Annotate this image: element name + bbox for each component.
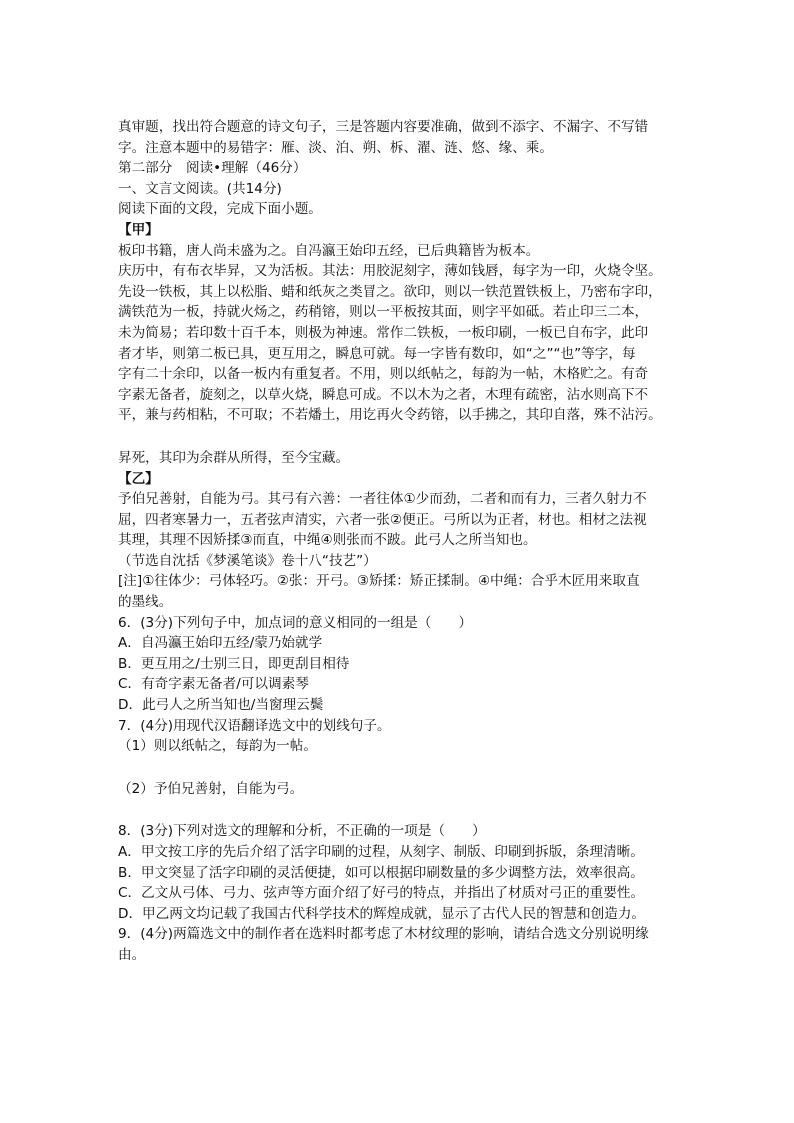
subsection-heading: 一、文言文阅读。(共14分) [118,180,282,197]
passage-jia-label: 【甲】 [118,221,159,238]
question-8-option-a: A．甲文按工序的先后介绍了活字印刷的过程，从刻字、制版、印刷到拆版，条理清晰。 [118,844,644,860]
question-6-option-a: A．自冯瀛王始印五经/蒙乃始就学 [118,635,323,652]
blank-line [118,757,680,779]
intro-line-2: 字。注意本题中的易错字：雁、淡、泊、朔、柝、濯、涟、悠、缘、乘。 [118,139,553,156]
passage-jia-line: 平，兼与药相粘，不可取；不若燔土，用讫再火令药镕，以手拂之，其印自落，殊不沾污。 [118,407,662,424]
document-page [118,117,680,966]
section-heading: 第二部分 阅读•理解（46分） [118,160,307,177]
question-6-option-d: D．此弓人之所当知也/当窗理云鬓 [118,697,324,714]
question-7-part-1: （1）则以纸帖之，每韵为一帖。 [118,738,317,755]
passage-yi-line: 予伯兄善射，自能为弓。其弓有六善：一者往体①少而劲，二者和而有力，三者久射力不 [118,491,647,508]
question-9-stem: 9．(4分)两篇选文中的制作者在选料时都考虑了木材纹理的影响，请结合选文分别说明缘 [118,926,649,943]
passage-jia-line: 板印书籍，唐人尚未盛为之。自冯瀛王始印五经，已后典籍皆为板本。 [118,242,540,259]
question-7-stem: 7．(4分)用现代汉语翻译选文中的划线句子。 [118,717,391,734]
blank-line [118,799,680,821]
question-8-option-d: D．甲乙两文均记载了我国古代科学技术的辉煌成就，显示了古代人民的智慧和创造力。 [118,905,646,922]
question-6-option-b: B．更互用之/士别三日，即更刮目相待 [118,655,350,672]
question-6-option-c: C．有奇字素无备者/可以调素琴 [118,676,309,693]
question-8-stem: 8．(3分)下列对选文的理解和分析，不正确的一项是（ ） [118,823,486,840]
passage-jia-line: 者才毕，则第二板已具，更互用之，瞬息可就。每一字皆有数印，如“之”“也”等字，每 [118,345,636,362]
notes-line: 的墨线。 [118,594,173,611]
question-7-part-2: （2）予伯兄善射，自能为弓。 [118,780,304,797]
blank-line [118,426,680,448]
passage-yi-line: 屈，四者寒暑力一，五者弦声清实，六者一张②便正。弓所以为正者，材也。相材之法视 [118,511,647,528]
passage-jia-line: 字有二十余印，以备一板内有重复者。不用，则以纸帖之，每韵为一帖，木格贮之。有奇 [118,366,649,383]
question-8-option-b: B．甲文突显了活字印刷的灵活便捷，如可以根据印刷数量的多少调整方法，效率很高。 [118,864,644,881]
notes-line: [注]①往体少：弓体轻巧。②张：开弓。③矫揉：矫正揉制。④中绳：合乎木匠用来取直 [118,573,640,590]
passage-yi-line: 其理，其理不因矫揉③而直，中绳④则张而不跛。此弓人之所当知也。 [118,532,537,549]
passage-jia-ending: 昇死，其印为余群从所得，至今宝藏。 [118,449,350,466]
question-6-stem: 6．(3分)下列句子中，加点词的意义相同的一组是（ ） [118,614,473,631]
intro-line-1: 真审题，找出符合题意的诗文句子，三是答题内容要准确，做到不添字、不漏字、不写错 [118,119,649,135]
question-9-stem-continued: 由。 [118,946,146,963]
passage-jia-line: 满铁范为一板，持就火炀之，药稍镕，则以一平板按其面，则字平如砥。若止印三二本， [118,304,649,321]
passage-jia-line: 先设一铁板，其上以松脂、蜡和纸灰之类冒之。欲印，则以一铁范置铁板上，乃密布字印， [118,283,662,300]
passage-yi-label: 【乙】 [118,470,159,487]
source-citation: （节选自沈括《梦溪笔谈》卷十八“技艺”） [118,552,377,569]
question-8-option-c: C．乙文从弓体、弓力、弦声等方面介绍了好弓的特点，并指出了材质对弓正的重要性。 [118,885,645,902]
passage-jia-line: 未为简易；若印数十百千本，则极为神速。常作二铁板，一板印刷，一板已自布字，此印 [118,324,649,341]
passage-jia-line: 庆历中，有布衣毕昇，又为活板。其法：用胶泥刻字，薄如钱唇，每字为一印，火烧令坚。 [118,263,662,280]
reading-instruction: 阅读下面的文段，完成下面小题。 [118,201,322,218]
passage-jia-line: 字素无备者，旋刻之，以草火烧，瞬息可成。不以木为之者，木理有疏密，沾水则高下不 [118,386,649,403]
